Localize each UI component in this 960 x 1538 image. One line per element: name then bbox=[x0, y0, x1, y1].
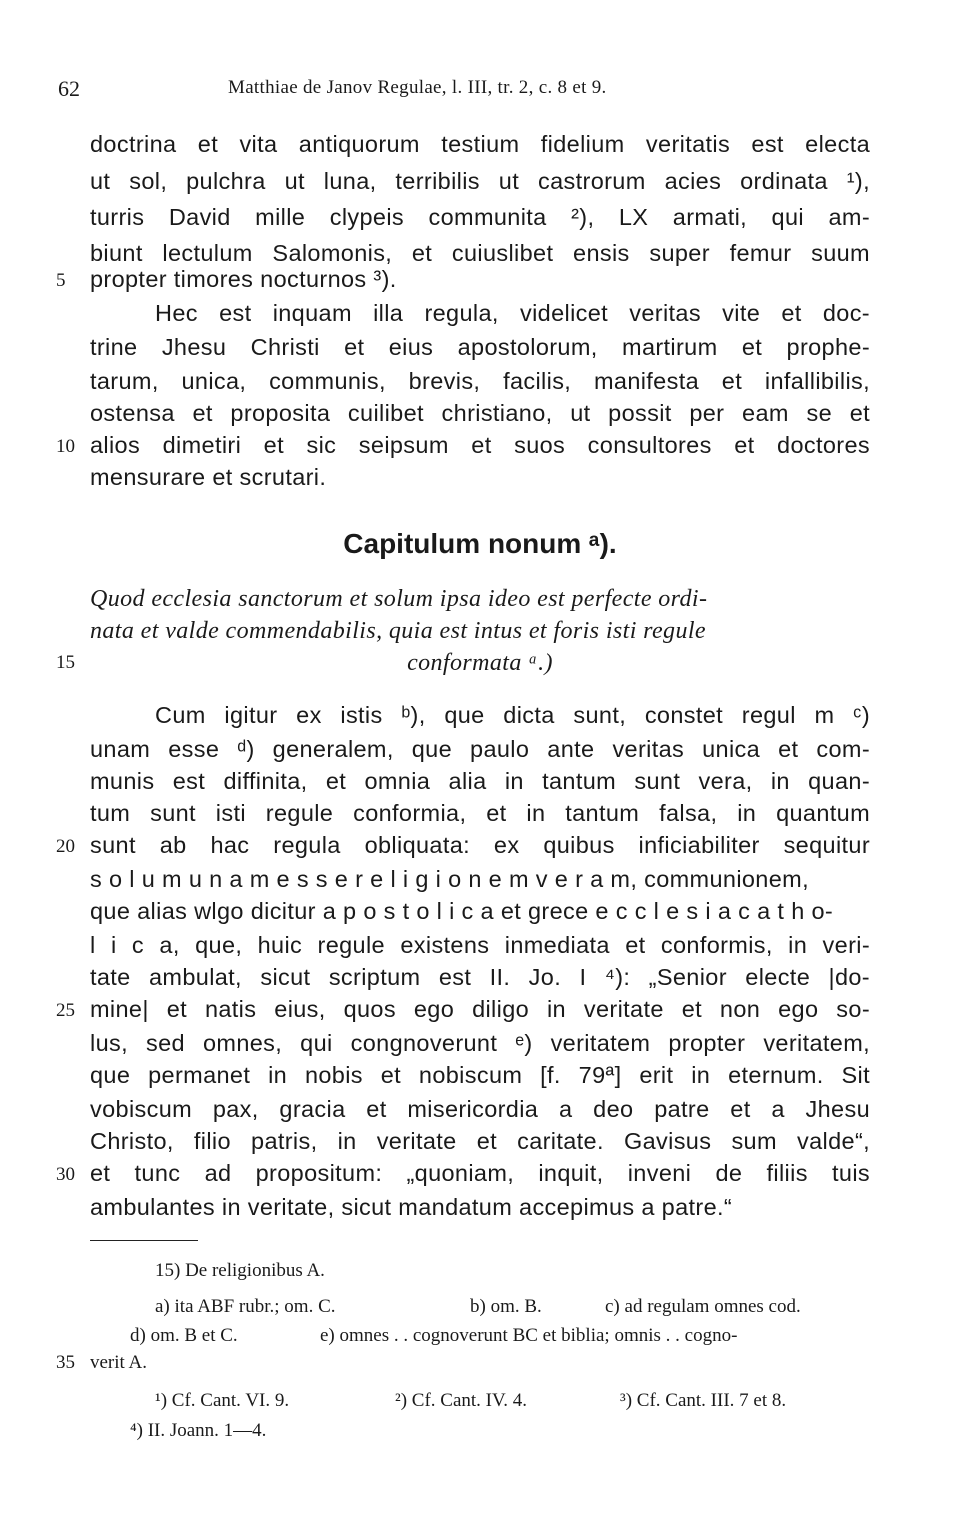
text-line: mensurare et scrutari. bbox=[90, 464, 327, 490]
footnote: b) om. B. bbox=[470, 1296, 542, 1317]
footnote: a) ita ABF rubr.; om. C. bbox=[155, 1296, 336, 1317]
line-number: 35 bbox=[56, 1352, 75, 1373]
page-number: 62 bbox=[58, 76, 80, 101]
footnote: ¹) Cf. Cant. VI. 9. bbox=[155, 1390, 290, 1411]
text-line: l i c a, que, huic regule existens inmediata et conformis, in veri- bbox=[90, 932, 870, 958]
text-line: ambulantes in veritate, sicut mandatum accepimus a patre.“ bbox=[90, 1194, 733, 1220]
page-header bbox=[58, 76, 878, 106]
footnote: 15) De religionibus A. bbox=[155, 1260, 325, 1281]
text-line: doctrina et vita antiquorum testium fidelium veritatis est electa bbox=[90, 131, 870, 157]
footnote: e) omnes . . cognoverunt BC et biblia; omnis . . cogno- bbox=[320, 1325, 738, 1346]
text-line: trine Jhesu Christi et eius apostolorum, martirum et prophe- bbox=[90, 334, 870, 360]
text-line: ostensa et proposita cuilibet christiano, ut possit per eam se et bbox=[90, 400, 870, 426]
text-line: tarum, unica, communis, brevis, facilis, manifesta et infallibilis, bbox=[90, 368, 870, 394]
line-number: 10 bbox=[56, 436, 75, 457]
text-line: Christo, filio patris, in veritate et caritate. Gavisus sum valde“, bbox=[90, 1128, 870, 1154]
chapter-subtitle-line: nata et valde commendabilis, quia est intus et foris isti regule bbox=[90, 618, 706, 644]
text-line: mine| et natis eius, quos ego diligo in veritate et non ego so- bbox=[90, 996, 870, 1022]
text-line: Hec est inquam illa regula, videlicet veritas vite et doc- bbox=[155, 300, 870, 326]
text-line: propter timores nocturnos ³). bbox=[90, 266, 397, 292]
line-number: 25 bbox=[56, 1000, 75, 1021]
text-line: turris David mille clypeis communita ²), LX armati, qui am- bbox=[90, 204, 870, 230]
footnote: ²) Cf. Cant. IV. 4. bbox=[395, 1390, 528, 1411]
text-line: ut sol, pulchra ut luna, terribilis ut castrorum acies ordinata ¹), bbox=[90, 168, 870, 194]
text-line: tum sunt isti regule conformia, et in tantum falsa, in quantum bbox=[90, 800, 870, 826]
text-line: et tunc ad propositum: „quoniam, inquit, inveni de filiis tuis bbox=[90, 1160, 870, 1186]
text-line: Cum igitur ex istis ᵇ), que dicta sunt, constet regul m ᶜ) bbox=[155, 702, 870, 728]
line-number: 5 bbox=[56, 270, 66, 291]
footnote: ⁴) II. Joann. 1—4. bbox=[130, 1420, 267, 1441]
text-line: que permanet in nobis et nobiscum [f. 79ª] erit in eternum. Sit bbox=[90, 1062, 870, 1088]
footnote: verit A. bbox=[90, 1352, 147, 1373]
text-line: sunt ab hac regula obliquata: ex quibus inficiabiliter sequitur bbox=[90, 832, 870, 858]
footnote: d) om. B et C. bbox=[130, 1325, 238, 1346]
line-number: 30 bbox=[56, 1164, 75, 1185]
text-line: vobiscum pax, gracia et misericordia a deo patre et a Jhesu bbox=[90, 1096, 870, 1122]
chapter-subtitle-line: conformata ᵃ.) bbox=[407, 650, 553, 676]
footnote: c) ad regulam omnes cod. bbox=[605, 1296, 801, 1317]
line-number: 20 bbox=[56, 836, 75, 857]
text-line: biunt lectulum Salomonis, et cuiuslibet ensis super femur suum bbox=[90, 240, 870, 266]
chapter-subtitle-line: Quod ecclesia sanctorum et solum ipsa ideo est perfecte ordi- bbox=[90, 586, 708, 612]
text-line: s o l u m u n a m e s s e r e l i g i o n e m v e r a m, communionem, bbox=[90, 866, 809, 892]
chapter-title: Capitulum nonum ᵃ). bbox=[343, 528, 617, 559]
text-line: lus, sed omnes, qui congnoverunt ᵉ) veritatem propter veritatem, bbox=[90, 1030, 870, 1056]
running-head: Matthiae de Janov Regulae, l. III, tr. 2, c. 8 et 9. bbox=[228, 77, 607, 98]
footnote-divider bbox=[90, 1240, 198, 1241]
text-line: unam esse ᵈ) generalem, que paulo ante veritas unica et com- bbox=[90, 736, 870, 762]
text-line: alios dimetiri et sic seipsum et suos consultores et doctores bbox=[90, 432, 870, 458]
text-line: que alias wlgo dicitur a p o s t o l i c a et grece e c c l e s i a c a t h o- bbox=[90, 898, 834, 924]
text-line: tate ambulat, sicut scriptum est II. Jo. I ⁴): „Senior electe |do- bbox=[90, 964, 870, 990]
text-line: munis est diffinita, et omnia alia in tantum sunt vera, in quan- bbox=[90, 768, 870, 794]
footnote: ³) Cf. Cant. III. 7 et 8. bbox=[620, 1390, 787, 1411]
line-number: 15 bbox=[56, 652, 75, 673]
